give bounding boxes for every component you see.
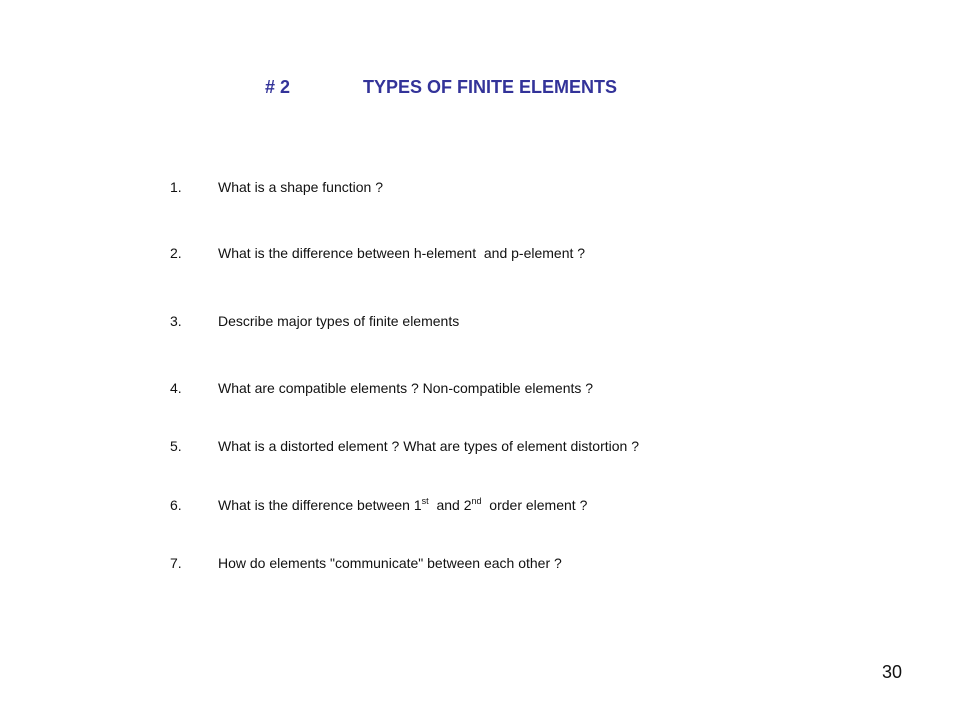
question-number: 4.: [170, 380, 182, 396]
question-number: 5.: [170, 438, 182, 454]
question-number: 2.: [170, 245, 182, 261]
question-item-7: [0, 553, 960, 573]
title-number: # 2: [265, 77, 291, 97]
title-text: TYPES OF FINITE ELEMENTS: [363, 77, 618, 97]
question-item-5: [0, 436, 960, 456]
question-item-4: [0, 378, 960, 398]
question-item-6: [0, 495, 960, 515]
question-item-3: [0, 311, 960, 331]
question-text: What is the difference between h-element and p-element ?: [218, 245, 586, 261]
question-item-1: [0, 177, 960, 197]
question-text: What are compatible elements ? Non-compatible elements ?: [218, 380, 594, 396]
question-text-part: What is the difference between 1: [218, 497, 422, 513]
ordinal-superscript: st: [421, 496, 429, 506]
question-text-part: order element ?: [481, 497, 588, 513]
question-number: 7.: [170, 555, 182, 571]
question-number: 3.: [170, 313, 182, 329]
question-text-part: and 2: [428, 497, 472, 513]
ordinal-superscript: nd: [471, 496, 482, 506]
question-text: Describe major types of finite elements: [218, 313, 460, 329]
question-number: 1.: [170, 179, 182, 195]
question-number: 6.: [170, 497, 182, 513]
question-text: What is a shape function ?: [218, 179, 383, 195]
question-text: How do elements "communicate" between each other ?: [218, 555, 562, 571]
question-item-2: [0, 243, 960, 263]
question-text: What is a distorted element ? What are types of element distortion ?: [218, 438, 639, 454]
question-text: [218, 495, 587, 517]
page-number: 30: [882, 662, 903, 682]
